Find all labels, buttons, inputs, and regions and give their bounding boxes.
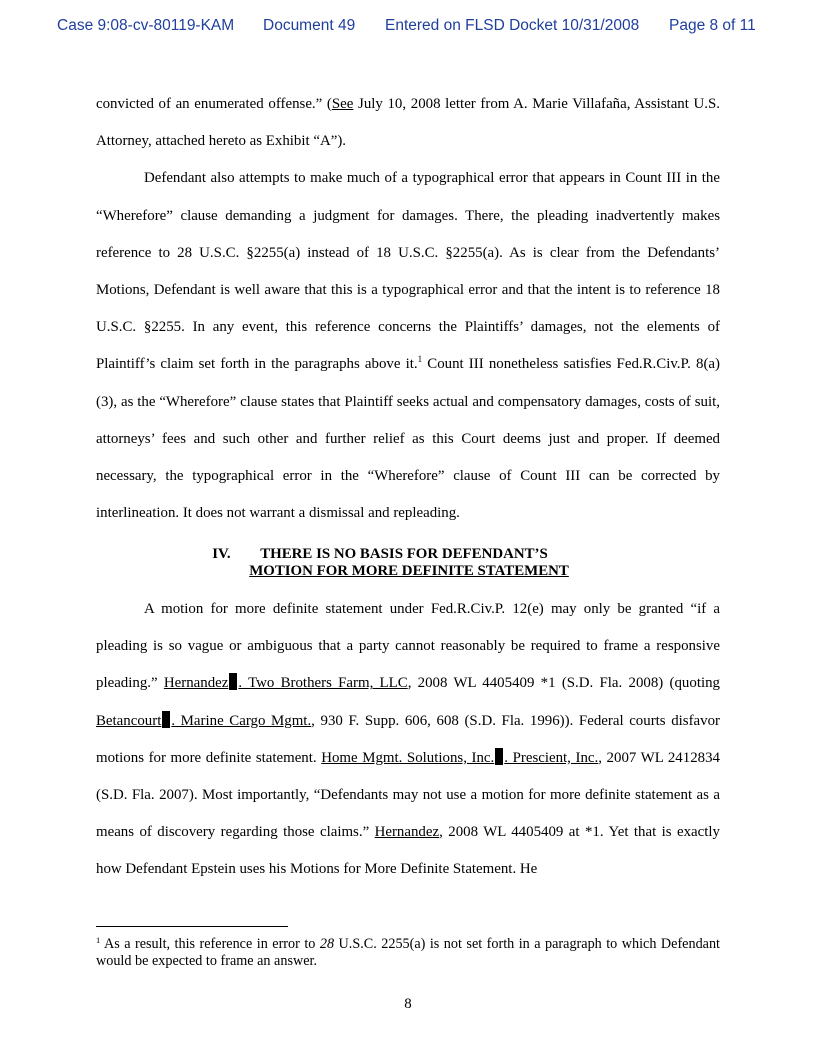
- header-page-count: Page 8 of 11: [669, 17, 756, 34]
- footnote-1: $^1$ As a result, this reference in error to 28 U.S.C. 2255(a) is not set forth in a paragraph to which Defendant would be expected to frame an answer.: [96, 935, 720, 969]
- section-heading-line2: MOTION FOR MORE DEFINITE STATEMENT: [249, 563, 569, 579]
- see-signal: See: [331, 96, 354, 112]
- redaction-mark: [162, 711, 170, 728]
- paragraph-1: convicted of an enumerated offense.” (See July 10, 2008 letter from A. Marie Villafaña, Assistant U.S. Attorney, attached hereto as Exhibit “A”).: [96, 96, 721, 150]
- body-section-1: [96, 86, 720, 532]
- page-number: 8: [404, 996, 412, 1012]
- header-case-number: Case 9:08-cv-80119-KAM: [57, 17, 235, 34]
- case-cite-home-mgmt: Home Mgmt. Solutions, Inc. . Prescient, Inc.: [321, 749, 599, 766]
- section-heading-line1: THERE IS NO BASIS FOR DEFENDANT’S: [260, 546, 548, 562]
- case-cite-hernandez-short: Hernandez: [374, 824, 440, 841]
- body-section-2: [96, 591, 720, 889]
- footnote-reference: 1: [417, 354, 423, 365]
- case-cite-betancourt: Betancourt . Marine Cargo Mgmt.: [96, 712, 312, 729]
- case-cite-hernandez: Hernandez . Two Brothers Farm, LLC: [163, 675, 408, 692]
- footnote-divider: [96, 926, 288, 927]
- header-docket-entry: Entered on FLSD Docket 10/31/2008: [385, 17, 640, 34]
- redaction-mark: [495, 748, 503, 765]
- section-heading: [96, 546, 720, 580]
- paragraph-3: A motion for more definite statement under Fed.R.Civ.P. 12(e) may only be granted “if a pleading is so vague or ambiguous that a party cannot reasonably be required to frame a responsive pleading.” Hernandez . Two Brothers Farm, LLC, 2008 WL 4405409 *1 (S.D. Fla. 2008) (quoting Betancourt . Marine Cargo Mgmt., 930 F. Supp. 606, 608 (S.D. Fla. 1996)). Federal courts disfavor motions for more definite statement. Home Mgmt. Solutions, Inc. . Prescient, Inc., 2007 WL 2412834 (S.D. Fla. 2007). Most importantly, “Defendants may not use a motion for more definite statement as a means of discovery regarding those claims.” Hernandez, 2008 WL 4405409 at *1. Yet that is exactly how Defendant Epstein uses his Motions for More Definite Statement. He: [96, 601, 721, 878]
- redaction-mark: [229, 673, 237, 690]
- section-number: IV.: [212, 546, 231, 562]
- header-document-number: Document 49: [263, 17, 356, 34]
- paragraph-2: Defendant also attempts to make much of a typographical error that appears in Count III in the “Wherefore” clause demanding a judgment for damages. There, the pleading inadvertently makes reference to 28 U.S.C. §2255(a) instead of 18 U.S.C. §2255(a). As is clear from the Defendants’ Motions, Defendant is well aware that this is a typographical error and that the intent is to reference 18 U.S.C. §2255. In any event, this reference concerns the Plaintiffs’ damages, not the elements of Plaintiff’s claim set forth in the paragraphs above it.$^1$ Count III nonetheless satisfies Fed.R.Civ.P. 8(a)(3), as the “Wherefore” clause states that Plaintiff seeks actual and compensatory damages, costs of suit, attorneys’ fees and such other and further relief as this Court deems just and proper. If deemed necessary, the typographical error in the “Wherefore” clause of Count III can be corrected by interlineation. It does not warrant a dismissal and repleading.: [96, 170, 720, 522]
- footnote-number: 1: [96, 935, 101, 945]
